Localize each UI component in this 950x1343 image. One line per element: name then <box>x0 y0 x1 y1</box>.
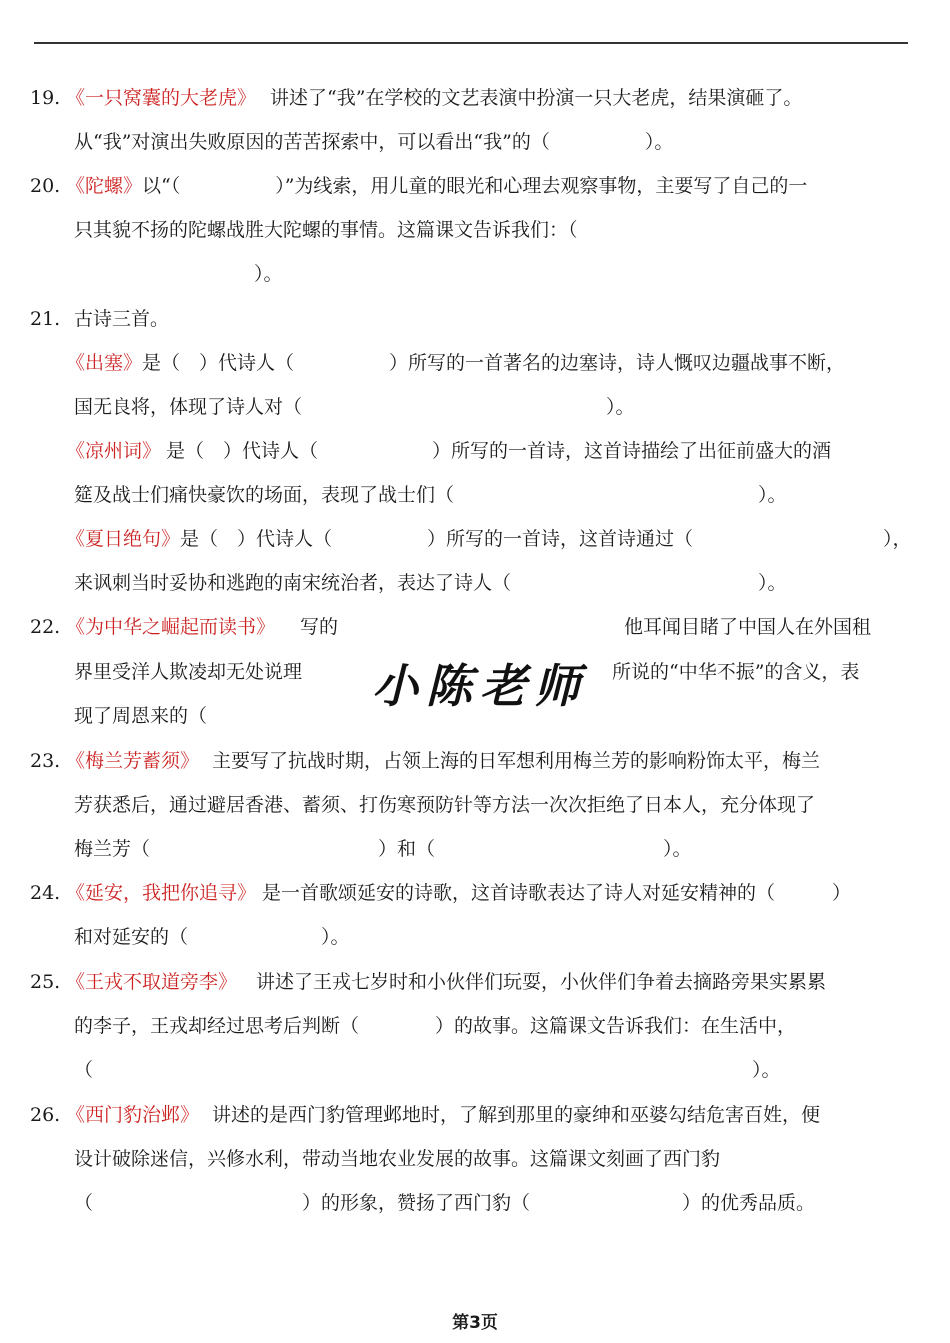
q21-heading: 古诗三首。 <box>74 308 170 330</box>
q25-text2: 的李子，王戎却经过思考后判断（ ）的故事。这篇课文告诉我们：在生活中， <box>74 1015 797 1037</box>
q22-text1b: 他耳闻目睹了中国人在外国租 <box>624 616 872 638</box>
q22-number: 22. <box>30 616 61 638</box>
q23-text1: 主要写了抗战时期，占领上海的日军想利用梅兰芳的影响粉饰太平，梅兰 <box>212 750 821 772</box>
q20-text2: 只其貌不扬的陀螺战胜大陀螺的事情。这篇课文告诉我们：（ <box>74 219 578 241</box>
q23-text3: 梅兰芳（ ）和（ ）。 <box>74 838 692 860</box>
q22-text1a: 写的 <box>300 616 339 638</box>
watermark-text: 小陈老师 <box>372 659 588 713</box>
q19-text2: 从“我”对演出失败原因的苦苦探索中，可以看出“我”的（ ）。 <box>74 131 674 153</box>
q22-text2a: 界里受洋人欺凌却无处说理 <box>74 661 303 683</box>
q21-poem1-text1: 是（ ）代诗人（ ）所写的一首著名的边塞诗，诗人慨叹边疆战事不断， <box>142 352 846 374</box>
q22-text3: 现了周恩来的（ <box>74 705 208 727</box>
q20-text3: ）。 <box>254 263 283 285</box>
q19-title: 《一只窝囊的大老虎》 <box>66 87 257 109</box>
q24-number: 24. <box>30 882 61 904</box>
q22-text2b: 所说的“中华不振”的含义，表 <box>612 661 860 683</box>
top-rule <box>34 42 908 44</box>
q21-poem3-title: 《夏日绝句》 <box>66 528 181 550</box>
q21-poem3-text1: 是（ ）代诗人（ ）所写的一首诗，这首诗通过（ ）， <box>180 528 912 550</box>
q20-number: 20. <box>30 175 61 197</box>
q19-text1: 讲述了“我”在学校的文艺表演中扮演一只大老虎，结果演砸了。 <box>270 87 803 109</box>
q19-number: 19. <box>30 87 61 109</box>
q21-poem1-title: 《出塞》 <box>66 352 143 374</box>
q26-text3: （ ）的形象，赞扬了西门豹（ ）的优秀品质。 <box>74 1192 816 1214</box>
q21-poem2-text2: 筵及战士们痛快豪饮的场面，表现了战士们（ ）。 <box>74 484 787 506</box>
q21-poem3-text2: 来讽刺当时妥协和逃跑的南宋统治者，表达了诗人（ ）。 <box>74 572 787 594</box>
page-number: 第3页 <box>452 1313 498 1333</box>
q23-number: 23. <box>30 750 61 772</box>
q26-title: 《西门豹治邺》 <box>66 1104 200 1126</box>
q21-number: 21. <box>30 308 61 330</box>
q20-title: 《陀螺》 <box>66 175 143 197</box>
q22-title: 《为中华之崛起而读书》 <box>66 616 276 638</box>
q25-title: 《王戎不取道旁李》 <box>66 971 238 993</box>
q24-text2: 和对延安的（ ）。 <box>74 926 350 948</box>
q24-text1: 是一首歌颂延安的诗歌，这首诗歌表达了诗人对延安精神的（ ） <box>262 882 852 904</box>
q25-text3b: ）。 <box>752 1059 781 1081</box>
q25-text3a: （ <box>74 1059 94 1081</box>
q21-poem2-text1: 是（ ）代诗人（ ）所写的一首诗，这首诗描绘了出征前盛大的酒 <box>166 440 832 462</box>
q26-text2: 设计破除迷信，兴修水利，带动当地农业发展的故事。这篇课文刻画了西门豹 <box>74 1148 721 1170</box>
q23-text2: 芳获悉后，通过避居香港、蓄须、打伤寒预防针等方法一次次拒绝了日本人，充分体现了 <box>74 794 816 816</box>
q21-poem1-text2: 国无良将，体现了诗人对（ ）。 <box>74 396 635 418</box>
q24-title: 《延安，我把你追寻》 <box>66 882 257 904</box>
q25-text1: 讲述了王戎七岁时和小伙伴们玩耍，小伙伴们争着去摘路旁果实累累 <box>256 971 827 993</box>
q26-text1: 讲述的是西门豹管理邺地时，了解到那里的豪绅和巫婆勾结危害百姓，便 <box>212 1104 821 1126</box>
q20-text1: 以“（ ）”为线索，用儿童的眼光和心理去观察事物，主要写了自己的一 <box>142 175 808 197</box>
q26-number: 26. <box>30 1104 61 1126</box>
q21-poem2-title: 《凉州词》 <box>66 440 162 462</box>
q23-title: 《梅兰芳蓄须》 <box>66 750 200 772</box>
q25-number: 25. <box>30 971 61 993</box>
